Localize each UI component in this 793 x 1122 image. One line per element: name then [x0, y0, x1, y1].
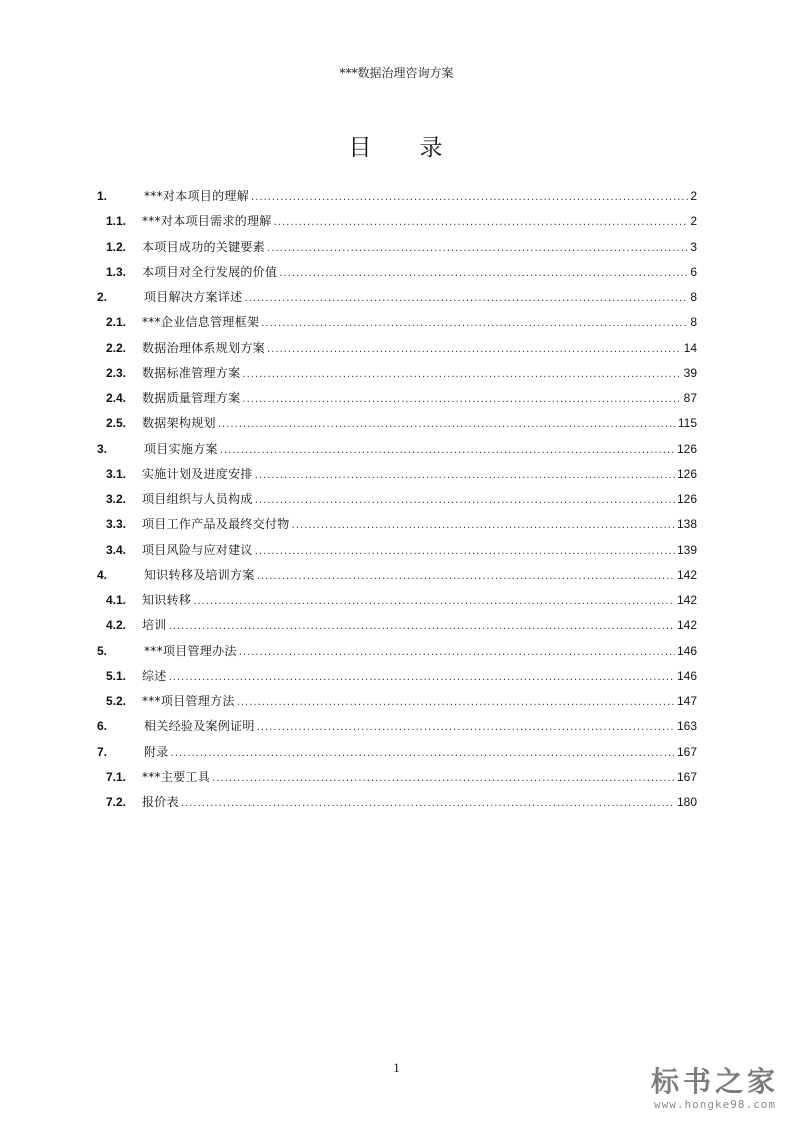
toc-entry[interactable]	[97, 740, 697, 765]
toc-entry-page: 115	[677, 416, 697, 431]
toc-entry-page: 14	[683, 340, 697, 355]
toc-entry-label[interactable]: 数据架构规划	[142, 416, 216, 431]
toc-entry[interactable]	[97, 235, 697, 260]
toc-entry-number: 3.2.	[106, 492, 127, 506]
toc-entry[interactable]	[97, 563, 697, 588]
toc-entry-leader-dots	[279, 261, 688, 286]
toc-entry-page: 180	[676, 795, 697, 809]
toc-entry[interactable]	[97, 664, 697, 689]
toc-entry-label[interactable]: ***对本项目的理解	[144, 189, 250, 203]
toc-entry-number: 2.5.	[106, 416, 127, 431]
toc-entry-page: 163	[676, 719, 697, 734]
toc-entry-leader-dots	[257, 715, 675, 740]
toc-entry-label[interactable]: 数据治理体系规划方案	[142, 340, 266, 355]
toc-entry-label[interactable]: ***项目管理方法	[142, 694, 235, 708]
watermark-url: www.hongke98.com	[654, 1098, 776, 1111]
toc-entry-leader-dots	[212, 766, 675, 791]
running-header: ***数据治理咨询方案	[339, 66, 454, 80]
table-of-contents	[97, 184, 697, 815]
toc-entry-number: 7.1.	[106, 769, 127, 784]
toc-entry[interactable]	[97, 588, 697, 613]
toc-entry-number: 3.1.	[106, 466, 127, 481]
toc-entry-leader-dots	[267, 337, 682, 362]
toc-entry-label[interactable]: 项目解决方案详述	[144, 290, 243, 304]
toc-entry-label[interactable]: 项目实施方案	[144, 441, 218, 456]
toc-entry-leader-dots	[218, 412, 676, 437]
toc-entry-page: 3	[690, 239, 697, 254]
toc-entry-page: 126	[676, 492, 697, 506]
toc-entry-page: 146	[676, 668, 697, 683]
toc-entry-label[interactable]: 数据标准管理方案	[142, 365, 241, 380]
toc-entry-leader-dots	[169, 665, 675, 690]
toc-entry-page: 2	[690, 189, 697, 203]
toc-entry-page: 167	[676, 769, 697, 784]
toc-entry-leader-dots	[292, 513, 675, 538]
toc-entry-page: 87	[683, 391, 697, 405]
toc-entry-number: 2.1.	[106, 315, 127, 330]
toc-entry-label[interactable]: 数据质量管理方案	[142, 391, 241, 405]
toc-entry-number: 4.1.	[106, 593, 127, 607]
toc-entry-page: 142	[676, 618, 697, 633]
toc-entry-leader-dots	[255, 463, 675, 488]
toc-entry-label[interactable]: 附录	[144, 744, 169, 759]
toc-entry-label[interactable]: 本项目成功的关键要素	[142, 239, 266, 254]
toc-entry-label[interactable]: 相关经验及案例证明	[144, 719, 255, 734]
toc-entry-number: 2.	[97, 290, 108, 304]
toc-entry-label[interactable]: 知识转移及培训方案	[144, 567, 255, 582]
toc-entry-number: 2.4.	[106, 391, 127, 405]
toc-entry[interactable]	[97, 512, 697, 537]
toc-entry-page: 142	[676, 593, 697, 607]
toc-entry-leader-dots	[181, 791, 675, 816]
toc-entry-page: 142	[676, 567, 697, 582]
toc-entry-number: 6.	[97, 719, 108, 734]
toc-entry-label[interactable]: 项目风险与应对建议	[142, 542, 253, 557]
toc-entry-leader-dots	[237, 690, 675, 715]
toc-entry-leader-dots	[242, 362, 681, 387]
toc-entry-leader-dots	[261, 311, 688, 336]
toc-title-char-2: 录	[419, 135, 445, 161]
toc-entry-page: 138	[676, 517, 697, 532]
toc-entry-label[interactable]: 报价表	[142, 795, 179, 809]
toc-entry-number: 1.3.	[106, 264, 127, 279]
toc-entry-leader-dots	[257, 564, 675, 589]
toc-entry-page: 2	[690, 214, 697, 229]
toc-entry-number: 1.	[97, 189, 108, 203]
toc-entry-leader-dots	[193, 589, 675, 614]
toc-entry[interactable]	[97, 714, 697, 739]
toc-entry[interactable]	[97, 487, 697, 512]
toc-entry-leader-dots	[244, 286, 688, 311]
toc-entry-label[interactable]: 实施计划及进度安排	[142, 466, 253, 481]
toc-title	[0, 129, 793, 162]
toc-entry-label[interactable]: 项目工作产品及最终交付物	[142, 517, 290, 532]
toc-entry-number: 3.3.	[106, 517, 127, 532]
toc-entry-page: 126	[676, 466, 697, 481]
toc-entry-leader-dots	[220, 438, 675, 463]
toc-entry-page: 6	[690, 264, 697, 279]
toc-title-char-1: 目	[348, 135, 374, 161]
toc-entry[interactable]	[97, 538, 697, 563]
toc-entry-leader-dots	[255, 488, 675, 513]
toc-entry[interactable]	[97, 285, 697, 310]
toc-entry-page: 8	[690, 290, 697, 304]
toc-entry[interactable]	[97, 411, 697, 436]
toc-entry-number: 3.4.	[106, 542, 127, 557]
toc-entry[interactable]	[97, 437, 697, 462]
toc-entry-leader-dots	[239, 640, 675, 665]
toc-entry-page: 146	[676, 643, 697, 658]
toc-entry[interactable]	[97, 336, 697, 361]
toc-entry-number: 1.1.	[106, 214, 127, 229]
toc-entry[interactable]	[97, 462, 697, 487]
toc-entry-number: 4.	[97, 567, 108, 582]
toc-entry-label[interactable]: 项目组织与人员构成	[142, 492, 253, 506]
toc-entry[interactable]	[97, 260, 697, 285]
toc-entry[interactable]	[97, 790, 697, 815]
watermark-logo: 标书之家	[650, 1065, 779, 1098]
toc-entry[interactable]	[97, 689, 697, 714]
toc-entry[interactable]	[97, 639, 697, 664]
toc-entry-leader-dots	[242, 387, 681, 412]
toc-entry-leader-dots	[171, 741, 675, 766]
toc-entry-number: 2.2.	[106, 340, 127, 355]
toc-entry-page: 126	[676, 441, 697, 456]
toc-entry-label[interactable]: 培训	[142, 618, 167, 633]
toc-entry-label[interactable]: 知识转移	[142, 593, 192, 607]
toc-entry[interactable]	[97, 386, 697, 411]
toc-entry[interactable]	[97, 361, 697, 386]
toc-entry-number: 3.	[97, 441, 108, 456]
toc-entry-label[interactable]: ***主要工具	[142, 769, 211, 784]
watermark	[651, 1066, 779, 1112]
toc-entry-leader-dots	[169, 614, 675, 639]
toc-entry-leader-dots	[255, 539, 675, 564]
toc-entry-label[interactable]: ***对本项目需求的理解	[142, 214, 272, 229]
toc-entry-number: 1.2.	[106, 239, 127, 254]
toc-entry-page: 8	[690, 315, 697, 330]
toc-entry-leader-dots	[251, 185, 688, 210]
toc-entry-number: 7.2.	[106, 795, 127, 809]
toc-entry-page: 139	[676, 542, 697, 557]
toc-entry-number: 5.1.	[106, 668, 127, 683]
toc-entry-number: 2.3.	[106, 365, 127, 380]
page-number: 1	[393, 1060, 400, 1075]
toc-entry-number: 5.	[97, 643, 108, 658]
toc-entry-leader-dots	[267, 236, 688, 261]
toc-entry-label[interactable]: 综述	[142, 668, 167, 683]
toc-entry[interactable]	[97, 765, 697, 790]
toc-entry-label[interactable]: 本项目对全行发展的价值	[142, 264, 278, 279]
toc-entry-page: 167	[676, 744, 697, 759]
toc-entry-page: 39	[683, 365, 697, 380]
toc-entry[interactable]	[97, 209, 697, 234]
toc-entry[interactable]	[97, 613, 697, 638]
toc-entry-label[interactable]: ***企业信息管理框架	[142, 315, 260, 330]
toc-entry-leader-dots	[274, 210, 689, 235]
toc-entry-number: 7.	[97, 744, 108, 759]
toc-entry-number: 5.2.	[106, 694, 127, 708]
toc-entry[interactable]	[97, 184, 697, 209]
toc-entry-label[interactable]: ***项目管理办法	[144, 643, 237, 658]
toc-entry-number: 4.2.	[106, 618, 127, 633]
toc-entry[interactable]	[97, 310, 697, 335]
toc-entry-page: 147	[676, 694, 697, 708]
